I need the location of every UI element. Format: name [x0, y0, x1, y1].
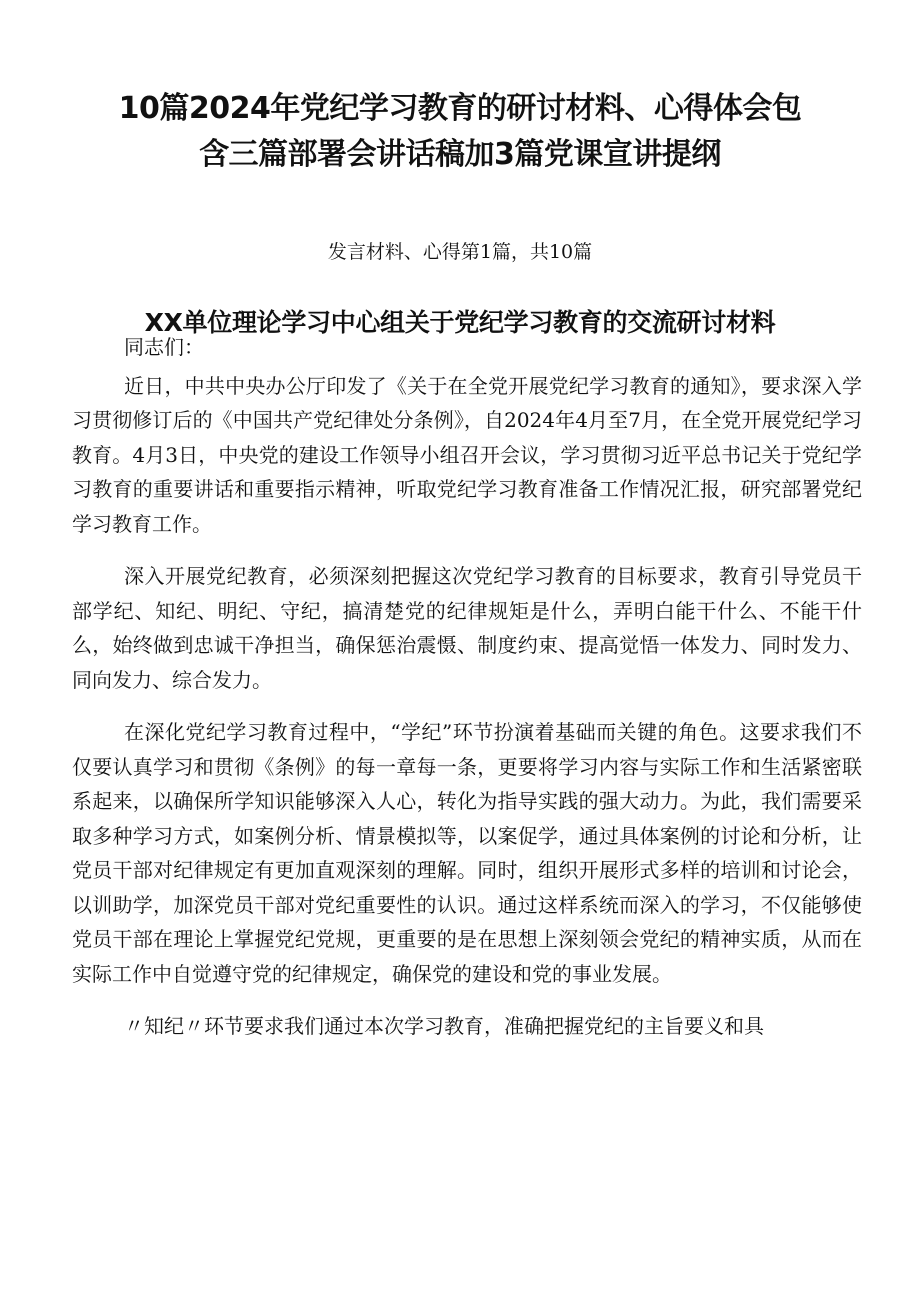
document-title	[60, 86, 860, 178]
document-title-line-1: 10篇2024年党纪学习教育的研讨材料、心得体会包	[118, 91, 802, 126]
section-heading: XX单位理论学习中心组关于党纪学习教育的交流研讨材料	[144, 307, 776, 337]
body-paragraph-2: 深入开展党纪教育，必须深刻把握这次党纪学习教育的目标要求，教育引导党员干部学纪、知纪、明纪、守纪，搞清楚党的纪律规矩是什么，弄明白能干什么、不能干什么，始终做到忠诚干净担当，确保惩治震慑、制度约束、提高觉悟一体发力、同时发力、同向发力、综合发力。	[72, 564, 862, 692]
salutation: 同志们：	[124, 335, 204, 359]
document-title-line-2: 含三篇部署会讲话稿加3篇党课宣讲提纲	[199, 137, 721, 172]
body-paragraph-1: 近日，中共中央办公厅印发了《关于在全党开展党纪学习教育的通知》，要求深入学习贯彻修订后的《中国共产党纪律处分条例》，自2024年4月至7月，在全党开展党纪学习教育。4月3日，中央党的建设工作领导小组召开会议，学习贯彻习近平总书记关于党纪学习教育的重要讲话和重要指示精神，听取党纪学习教育准备工作情况汇报，研究部署党纪学习教育工作。	[72, 373, 862, 536]
body-paragraph-3: 在深化党纪学习教育过程中，“学纪”环节扮演着基础而关键的角色。这要求我们不仅要认真学习和贯彻《条例》的每一章每一条，更要将学习内容与实际工作和生活紧密联系起来，以确保所学知识能够深入人心，转化为指导实践的强大动力。为此，我们需要采取多种学习方式，如案例分析、情景模拟等，以案促学，通过具体案例的讨论和分析，让党员干部对纪律规定有更加直观深刻的理解。同时，组织开展形式多样的培训和讨论会，以训助学，加深党员干部对党纪重要性的认识。通过这样系统而深入的学习，不仅能够使党员干部在理论上掌握党纪党规，更重要的是在思想上深刻领会党纪的精神实质，从而在实际工作中自觉遵守党的纪律规定，确保党的建设和党的事业发展。	[72, 720, 862, 986]
body-paragraph-4: 〃知纪〃环节要求我们通过本次学习教育，准确把握党纪的主旨要义和具	[124, 1014, 764, 1038]
document-subtitle: 发言材料、心得第1篇，共10篇	[327, 241, 593, 263]
document-body	[72, 330, 862, 1062]
